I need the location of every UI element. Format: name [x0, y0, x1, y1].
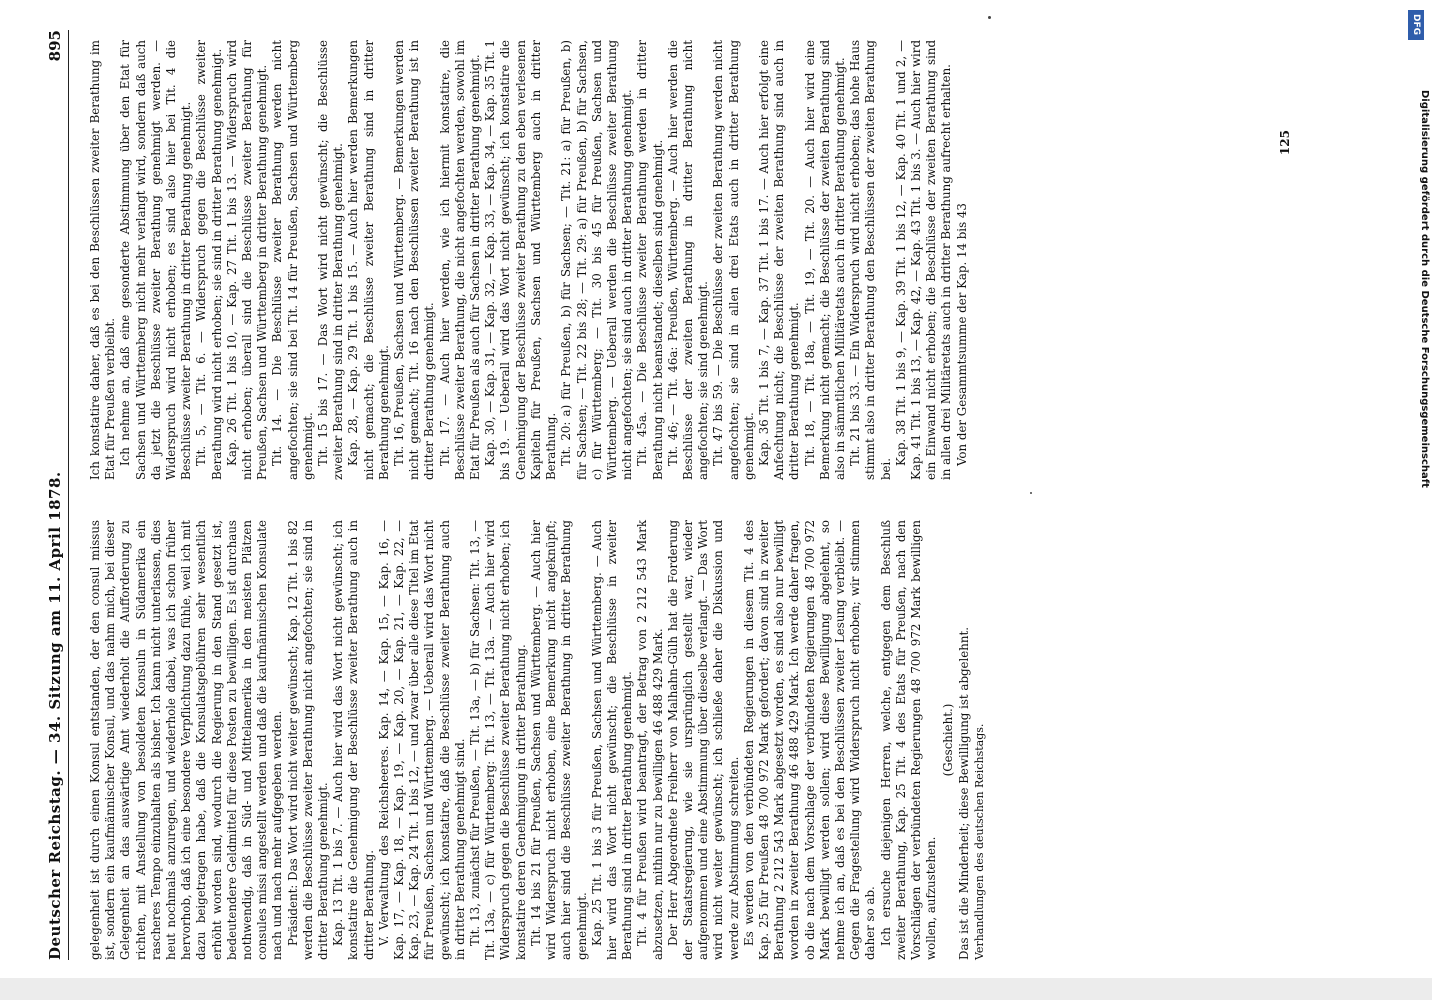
- paragraph: Tit. 47 bis 59. — Die Beschlüsse der zweiten Berathung werden nicht angefochten; sie sind in allen drei Etats auch in dritter Berathung genehmigt.: [711, 40, 756, 480]
- running-head: [34, 30, 69, 960]
- right-column: [88, 40, 970, 480]
- paragraph: Kap. 25 Tit. 1 bis 3 für Preußen, Sachsen und Württemberg. — Auch hier wird das Wort nicht gewünscht; die Beschlüsse in zweiter Berathung sind in dritter Berathung genehmigt.: [589, 520, 635, 960]
- stage-direction: (Geschieht.): [941, 703, 956, 777]
- dfg-side-note: [1402, 0, 1432, 1000]
- dfg-logo: DFG: [1408, 10, 1424, 40]
- paragraph: Tit. 46; — Tit. 46a: Preußen, Württemberg. — Auch hier werden die Beschlüsse der zweiten Berathung in dritter Berathung nicht angefochten; sie sind genehmigt.: [665, 40, 711, 480]
- paragraph: Es werden von den verbündeten Regierungen in diesem Tit. 4 des Kap. 25 für Preußen 48 700 972 Mark gefordert; davon sind in zweiter Berathung 2 212 543 Mark abgesetzt worden, es sind also nur bewilligt worden in zweiter Berathung 46 488 429 Mark. Ich werde daher fragen, ob die nach dem Vorschlage der verbündeten Regierungen 48 700 972 Mark bewilligt werden sollen; wird diese Bewilligung abgelehnt, so nehme ich an, daß es bei den Beschlüssen zweiter Lesung verbleibt. — Gegen die Fragestellung wird Widerspruch nicht erhoben; wir stimmen daher so ab.: [741, 520, 878, 960]
- paragraph: Tit. 4 für Preußen wird beantragt, der Betrag von 2 212 543 Mark abzusetzen, mithin nur zu bewilligen 46 488 429 Mark.: [635, 520, 665, 960]
- paragraph: Tit. 45a. — Die Beschlüsse zweiter Berathung werden in dritter Berathung nicht beanstandet; dieselben sind genehmigt.: [635, 40, 665, 480]
- paragraph: Ich ersuche diejenigen Herren, welche, entgegen dem Beschluß zweiter Berathung, Kap. 25 Tit. 4 des Etats für Preußen, nach den Vorschlägen der verbündeten Regierungen 48 700 972 Mark bewilligen wollen, aufzustehen.: [878, 520, 939, 960]
- paragraph: Kap. 38 Tit. 1 bis 9, — Kap. 39 Tit. 1 bis 12, — Kap. 40 Tit. 1 und 2, — Kap. 41 Tit. 1 bis 13, — Kap. 42, — Kap. 43 Tit. 1 bis 3. — Auch hier wird ein Einwand nicht erhoben; die Beschlüsse der zweiten Berathung sind in allen drei Militäretats auch in dritter Berathung aufrecht erhalten.: [893, 40, 954, 480]
- paragraph: Ich nehme an, daß eine gesonderte Abstimmung über den Etat für Sachsen und Württemberg nicht mehr verlangt wird, sondern daß auch da jetzt die Beschlüsse zweiter Berathung genehmigt werden. — Widerspruch wird nicht erhoben; es sind also hier bei Tit. 4 die Beschlüsse zweiter Berathung in dritter Berathung genehmigt.: [118, 40, 194, 480]
- paragraph: Tit. 14 bis 21 für Preußen, Sachsen und Württemberg. — Auch hier wird Widerspruch nicht erhoben, eine Bemerkung nicht angeknüpft; auch hier sind die Beschlüsse zweiter Berathung in dritter Berathung genehmigt.: [528, 520, 589, 960]
- paragraph: Ich konstatire daher, daß es bei den Beschlüssen zweiter Berathung im Etat für Preußen verbleibt.: [88, 40, 118, 480]
- paragraph: Tit. 21 bis 33. — Ein Widerspruch wird nicht erhoben; das hohe Haus stimmt also in dritter Berathung den Beschlüssen der zweiten Berathung bei.: [848, 40, 893, 480]
- paragraph: Von der Gesammtsumme der Kap. 14 bis 43: [954, 203, 969, 466]
- paragraph: Kap. 28, — Kap. 29 Tit. 1 bis 15. — Auch hier werden Bemerkungen nicht gemacht; die Beschlüsse zweiter Berathung sind in dritter Berathung genehmigt.: [346, 40, 391, 480]
- paragraph: Verhandlungen des deutschen Reichstags.: [972, 723, 986, 960]
- paragraph: Kap. 36 Tit. 1 bis 7, — Kap. 37 Tit. 1 bis 17. — Auch hier erfolgt eine Anfechtung nicht; die Beschlüsse der zweiten Berathung sind auch in dritter Berathung genehmigt.: [756, 40, 802, 480]
- paragraph: Kap. 13 Tit. 1 bis 7. — Auch hier wird das Wort nicht gewünscht; ich konstatire die Genehmigung der Beschlüsse zweiter Berathung auch in dritter Berathung.: [331, 520, 376, 960]
- paragraph: gelegenheit ist durch einen Konsul entstanden, der den consul missus ist, sondern ein kaufmännischer Konsul, und das nahm mich, bei dieser Gelegenheit an das auswärtige Amt wiederholt die Aufforderung zu richten, mit Anstellung von besoldeten Konsuln in Südamerika ein rascheres Tempo einzuhalten als bisher. Ich kann nicht unterlassen, dies heut nochmals anzuregen, und wiederhole dabei, was ich schon früher hervorhob, daß ich eine besondere Verpflichtung dazu fühle, weil ich mit dazu beigetragen habe, daß die Konsulatsgebühren sehr wesentlich erhöht worden sind, wodurch die Regierung in den Stand gesetzt ist, bedeutendere Geldmittel für diese Posten zu bewilligen. Es ist durchaus nothwendig, daß in Süd- und Mittelamerika in den meisten Plätzen consules missi angestellt werden und daß die kaufmännischen Konsulate nach und nach mehr aufgegeben werden.: [88, 520, 285, 960]
- paragraph: Tit. 14. — Die Beschlüsse zweiter Berathung werden nicht angefochten; sie sind bei Tit. 14 für Preußen, Sachsen und Württemberg genehmigt.: [270, 40, 315, 480]
- paragraph: Tit. 5, — Tit. 6. — Widerspruch gegen die Beschlüsse zweiter Berathung wird nicht erhoben; sie sind in dritter Berathung genehmigt.: [194, 40, 224, 480]
- paragraph: Tit. 13, zunächst für Preußen, — Tit. 13a, — b) für Sachsen: Tit. 13, — Tit. 13a, — c) für Württemberg: Tit. 13, — Tit. 13a. — Auch hier wird Widerspruch gegen die Beschlüsse zweiter Berathung nicht erhoben; ich konstatire deren Genehmigung in dritter Berathung.: [468, 520, 528, 960]
- paragraph: V. Verwaltung des Reichsheeres. Kap. 14, — Kap. 15, — Kap. 16, — Kap. 17, — Kap. 18, — Kap. 19, — Kap. 20, — Kap. 21, — Kap. 22, — Kap. 23, — Kap. 24 Tit. 1 bis 12, — und zwar über alle diese Titel im Etat für Preußen, Sachsen und Württemberg. — Ueberall wird das Wort nicht gewünscht; ich konstatire, daß die Beschlüsse zweiter Berathung auch in dritter Berathung genehmigt sind.: [376, 520, 467, 960]
- page-edge-shadow: [0, 978, 1432, 1000]
- paragraph: Tit. 15 bis 17. — Das Wort wird nicht gewünscht; die Beschlüsse zweiter Berathung sind in dritter Berathung genehmigt.: [316, 40, 346, 480]
- left-column: [88, 520, 987, 960]
- paragraph: Tit. 16, Preußen, Sachsen und Württemberg. — Bemerkungen werden nicht gemacht; Tit. 16 nach den Beschlüssen zweiter Berathung ist in dritter Berathung genehmigt.: [392, 40, 437, 480]
- running-head-title: Deutscher Reichstag. — 34. Sitzung am 11. April 1878.: [46, 471, 64, 960]
- scan-speck: [988, 16, 991, 19]
- paragraph: Kap. 30, — Kap. 31, — Kap. 32, — Kap. 33, — Kap. 34, — Kap. 35 Tit. 1 bis 19. — Ueberall wird das Wort nicht gewünscht; ich konstatire die Genehmigung der Beschlüsse zweiter Berathung zu den eben verlesenen Kapiteln für Preußen, Sachsen und Württemberg auch in dritter Berathung.: [483, 40, 559, 480]
- scan-speck: [1030, 492, 1032, 494]
- signature-number: 125: [1278, 130, 1292, 156]
- paragraph: Tit. 17. — Auch hier werden, wie ich hiermit konstatire, die Beschlüsse zweiter Berathung, die nicht angefochten werden, sowohl im Etat für Preußen als auch für Sachsen in dritter Berathung genehmigt.: [437, 40, 483, 480]
- paragraph: Tit. 20: a) für Preußen, b) für Sachsen; — Tit. 21: a) für Preußen, b) für Sachsen; — Tit. 22 bis 28; — Tit. 29: a) für Preußen, b) für Sachsen, c) für Württemberg; — Tit. 30 bis 45 für Preußen, Sachsen und Württemberg. — Ueberall werden die Beschlüsse zweiter Berathung nicht angefochten; sie sind auch in dritter Berathung genehmigt.: [559, 40, 635, 480]
- paragraph: Der Herr Abgeordnete Freiherr von Malhahn-Gülh hat die Forderung der Staatsregierung, wie sie ursprünglich gestellt war, wieder aufgenommen und eine Abstimmung über dieselbe verlangt. — Das Wort wird nicht weiter gewünscht; ich schließe daher die Diskussion und werde zur Abstimmung schreiten.: [665, 520, 741, 960]
- paragraph: Präsident: Das Wort wird nicht weiter gewünscht; Kap. 12 Tit. 1 bis 82 werden die Beschlüsse zweiter Berathung nicht angefochten; sie sind in dritter Berathung genehmigt.: [285, 520, 331, 960]
- digitization-credit: Digitalisierung gefördert durch die Deutsche Forschungsgemeinschaft: [1419, 90, 1430, 488]
- paragraph: Kap. 26 Tit. 1 bis 10, — Kap. 27 Tit. 1 bis 13. — Widerspruch wird nicht erhoben; überall sind die Beschlüsse zweiter Berathung für Preußen, Sachsen und Württemberg in dritter Berathung genehmigt.: [224, 40, 270, 480]
- paragraph: Das ist die Minderheit; diese Bewilligung ist abgelehnt.: [956, 627, 971, 960]
- paragraph: Tit. 18, — Tit. 18a, — Tit. 19, — Tit. 20. — Auch hier wird eine Bemerkung nicht gemacht; die Beschlüsse der zweiten Berathung sind also in sämmtlichen Militäretats auch in dritter Berathung genehmigt.: [802, 40, 847, 480]
- page-number: 895: [46, 30, 64, 62]
